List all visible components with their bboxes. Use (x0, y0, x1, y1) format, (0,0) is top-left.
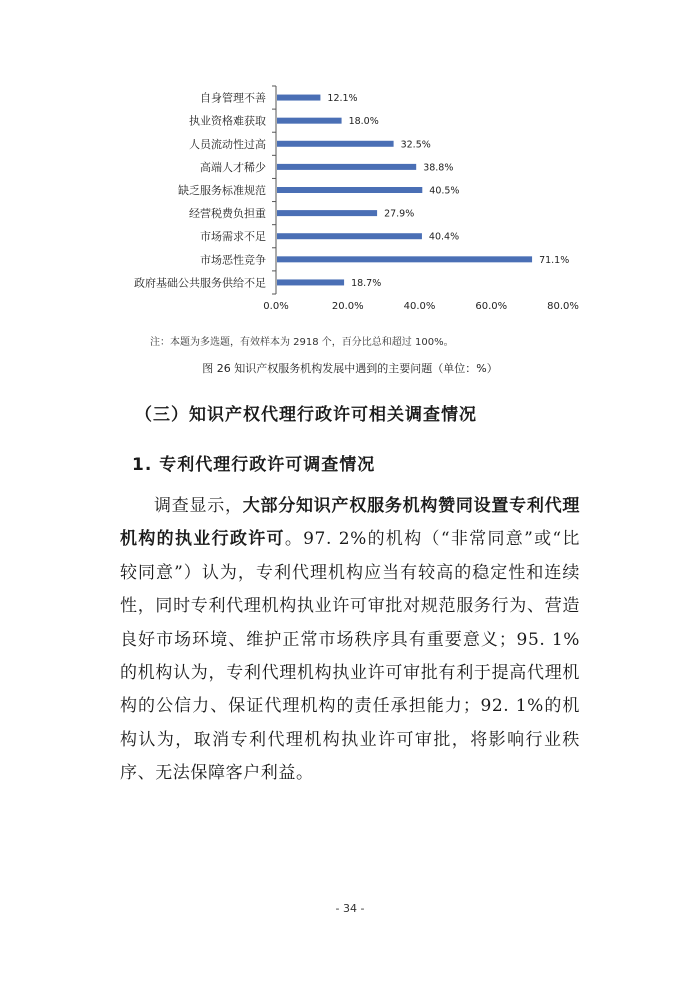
category-label: 经营税费负担重 (189, 207, 266, 221)
bar (277, 95, 320, 101)
category-label: 人员流动性过高 (189, 137, 266, 151)
value-label: 40.4% (428, 231, 460, 243)
bar (277, 141, 394, 147)
x-tick-label: 60.0% (475, 301, 508, 312)
bar (277, 210, 377, 216)
bar (277, 164, 416, 170)
bar (277, 256, 532, 262)
section-heading: （三）知识产权代理行政许可相关调查情况 (135, 405, 477, 425)
category-label: 缺乏服务标准规范 (178, 184, 266, 197)
body-paragraph (120, 490, 580, 791)
x-tick-label: 0.0% (263, 301, 289, 312)
category-label: 高端人才稀少 (200, 160, 266, 174)
category-label: 执业资格难获取 (189, 114, 266, 128)
sub-heading: 1. 专利代理行政许可调查情况 (132, 455, 376, 475)
para-rest: 。97. 2%的机构（“非常同意”或“比较同意”）认为，专利代理机构应当有较高的稳定性和连续性，同时专利代理机构执业许可审批对规范服务行为、营造良好市场环境、维护正常市场秩序具有重要意义；95. 1%的机构认为，专利代理机构执业许可审批有利于提高代理机构的公信力、保证代理机构的责任承担能力；92. 1%的机构认为，取消专利代理机构执业许可审批，将影响行业秩序、无法保障客户利益。 (120, 529, 581, 784)
value-label: 32.5% (400, 139, 431, 151)
value-label: 18.7% (351, 277, 382, 289)
page-number: - 34 - (335, 902, 365, 915)
bar (277, 279, 344, 285)
category-label: 自身管理不善 (200, 91, 266, 105)
x-tick-label: 40.0% (403, 301, 436, 312)
bar (277, 118, 342, 124)
value-label: 27.9% (384, 208, 415, 220)
problems-bar-chart (0, 0, 700, 330)
value-label: 18.0% (348, 116, 379, 128)
figure-caption: 图 26 知识产权服务机构发展中遇到的主要问题（单位：%） (202, 362, 498, 375)
value-label: 40.5% (429, 185, 460, 197)
bar (277, 187, 422, 193)
x-tick-label: 20.0% (331, 301, 364, 312)
category-label: 政府基础公共服务供给不足 (134, 276, 266, 290)
para-lead: 调查显示， (154, 496, 243, 516)
category-label: 市场恶性竞争 (200, 253, 266, 267)
x-tick-label: 80.0% (547, 301, 579, 312)
figure-note: 注：本题为多选题，有效样本为 2918 个，百分比总和超过 100%。 (150, 337, 454, 348)
bar (277, 233, 422, 239)
value-label: 71.1% (539, 254, 570, 266)
value-label: 38.8% (423, 162, 454, 174)
value-label: 12.1% (327, 93, 358, 105)
para-bold: 大部分知识产权服务机构赞同设置专利代理机构的执业行政许可 (120, 496, 580, 550)
category-label: 市场需求不足 (200, 230, 266, 244)
